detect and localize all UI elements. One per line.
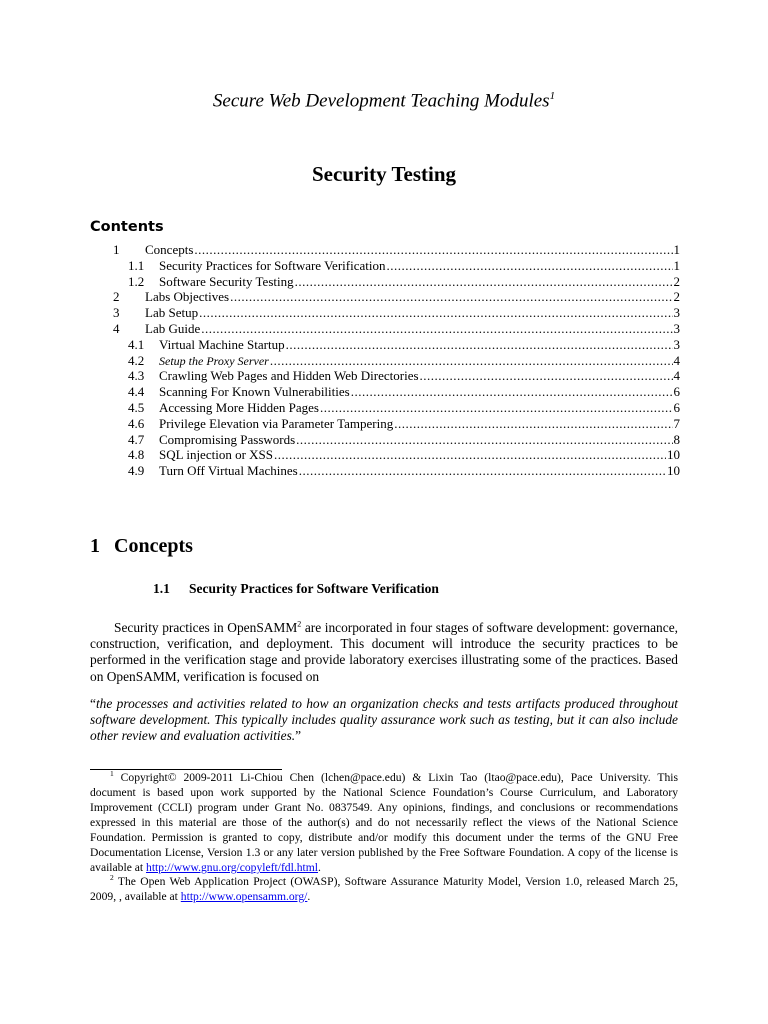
toc-entry[interactable]: [90, 274, 680, 290]
toc-entry-page: 10: [667, 447, 680, 463]
toc-leader: [274, 447, 666, 463]
toc-leader: [351, 384, 673, 400]
toc-entry-page: 10: [667, 463, 680, 479]
toc-entry-page: 2: [673, 289, 680, 305]
toc-entry-page: 1: [673, 257, 680, 273]
toc-entry-number: 4.1: [128, 336, 145, 352]
toc-entry-label: Labs Objectives: [145, 289, 230, 305]
toc-entry-label: Privilege Elevation via Parameter Tampering: [159, 415, 394, 431]
footnote-text: Copyright© 2009-2011 Li-Chiou Chen (lchen@pace.edu) & Lixin Tao (ltao@pace.edu), Pace University. This document is based upon work supported by the National Science Foundation’s Course Curriculum, and Laboratory Improvement (CCLI) program under Grant No. 0837549. Any opinions, findings, and conclusions or recommendations expressed in this material are those of the author(s) and do not necessarily reflect the views of the National Science Foundation. Permission is granted to copy, distribute and/or modify this document under the terms of the GNU Free Documentation License, Version 1.3 or any later version published by the Free Software Foundation. A copy of the license is available at: [90, 771, 678, 874]
toc-leader: [286, 337, 673, 353]
toc-leader: [299, 463, 666, 479]
toc-entry-page: 1: [673, 242, 680, 257]
toc-entry-number: 4.2: [128, 352, 145, 368]
toc-leader: [201, 321, 672, 337]
quote-close: ”: [295, 728, 302, 744]
body-paragraph: [90, 620, 678, 685]
toc-entry[interactable]: [90, 337, 680, 353]
toc-entry[interactable]: [90, 305, 680, 321]
toc-entry-number: 4.5: [128, 399, 145, 415]
contents-heading: Contents: [90, 219, 164, 235]
toc-entry-page: 6: [673, 399, 680, 415]
toc-entry[interactable]: [90, 242, 680, 258]
toc-entry-page: 4: [673, 352, 680, 368]
toc-entry-number: 4: [113, 320, 120, 336]
toc-entry-label: Lab Setup: [145, 305, 199, 321]
paragraph-text-rest: are incorporated in four stages of software development: governance, construction, verification, and deployment. This document will introduce the security practices to be performed in the verification stage and provide laboratory exercises illustrating some of the practices. Based on OpenSAMM, verification is focused on: [90, 620, 678, 684]
toc-entry[interactable]: [90, 384, 680, 400]
quote-text: the processes and activities related to how an organization checks and tests artifacts produced throughout software development. This typically includes quality assurance work such as testing, but it can also include other review and evaluation activities.: [90, 696, 678, 744]
toc-entry-number: 4.9: [128, 463, 145, 479]
toc-leader: [320, 400, 673, 416]
toc-entry-label: Virtual Machine Startup: [159, 336, 285, 352]
toc-entry[interactable]: [90, 447, 680, 463]
toc-leader: [296, 432, 672, 448]
license-link[interactable]: http://www.gnu.org/copyleft/fdl.html: [146, 861, 318, 874]
toc-entry[interactable]: [90, 432, 680, 448]
toc-entry[interactable]: [90, 258, 680, 274]
series-title-text: Secure Web Development Teaching Modules: [212, 90, 550, 112]
section-heading: [90, 535, 193, 558]
toc-entry-label: Lab Guide: [145, 320, 201, 336]
toc-leader: [394, 416, 672, 432]
footnote-mark: 2: [110, 873, 114, 883]
toc-entry[interactable]: [90, 400, 680, 416]
toc-entry-number: 1.1: [128, 257, 145, 273]
toc-entry-number: 1.2: [128, 273, 145, 289]
toc-entry-number: 4.4: [128, 384, 145, 400]
footnote-mark: 1: [110, 769, 114, 779]
series-title: [0, 90, 768, 112]
footnote-text: The Open Web Application Project (OWASP), Software Assurance Maturity Model, Version 1.0, released March 25, 2009, , available at: [90, 875, 678, 903]
toc-leader: [386, 258, 672, 274]
document-title: Security Testing: [311, 162, 457, 186]
toc-entry-number: 1: [113, 242, 120, 257]
toc-entry[interactable]: [90, 289, 680, 305]
toc-entry-number: 2: [113, 289, 120, 305]
toc-entry-page: 3: [673, 320, 680, 336]
toc-entry-page: 8: [673, 431, 680, 447]
toc-entry[interactable]: [90, 353, 680, 369]
quote-open: “: [90, 696, 96, 711]
paragraph-text-start: Security practices in OpenSAMM: [114, 620, 298, 635]
subsection-number: 1.1: [153, 581, 170, 596]
subsection-heading: [153, 581, 439, 597]
toc-leader: [199, 305, 672, 321]
toc-entry-page: 2: [673, 273, 680, 289]
footnote-end: .: [317, 861, 321, 874]
toc-entry-number: 4.3: [128, 368, 145, 384]
toc-entry-page: 6: [673, 384, 680, 400]
block-quote: [90, 696, 678, 745]
section-title: Concepts: [114, 535, 193, 557]
toc-entry-label: Security Practices for Software Verification: [159, 257, 386, 273]
toc-leader: [420, 368, 673, 384]
toc-entry-label: SQL injection or XSS: [159, 447, 273, 463]
toc-entry-label: Software Security Testing: [159, 273, 294, 289]
toc-entry-label: Crawling Web Pages and Hidden Web Directories: [159, 368, 419, 384]
toc-entry[interactable]: [90, 321, 680, 337]
toc-entry[interactable]: [90, 368, 680, 384]
toc-leader: [270, 353, 673, 369]
toc-entry-label: Concepts: [145, 242, 194, 257]
table-of-contents: [90, 242, 680, 479]
section-number: 1: [90, 535, 100, 557]
toc-leader: [295, 274, 673, 290]
toc-leader: [230, 289, 672, 305]
opensamm-link[interactable]: http://www.opensamm.org/: [180, 890, 308, 903]
toc-entry-number: 3: [113, 305, 120, 321]
toc-entry-number: 4.6: [128, 415, 145, 431]
toc-entry-number: 4.8: [128, 447, 145, 463]
footnote-ref-1: 1: [549, 90, 556, 102]
footnote-2: [90, 874, 678, 904]
toc-entry-page: 7: [673, 415, 680, 431]
footnote-1: [90, 770, 678, 875]
toc-entry-page: 4: [673, 368, 680, 384]
toc-entry-page: 3: [673, 336, 680, 352]
toc-entry[interactable]: [90, 416, 680, 432]
toc-leader: [194, 242, 672, 258]
footnote-ref-2: 2: [297, 619, 302, 629]
toc-entry[interactable]: [90, 463, 680, 479]
toc-entry-label: Compromising Passwords: [159, 431, 296, 447]
toc-entry-label: Accessing More Hidden Pages: [159, 399, 319, 415]
toc-entry-number: 4.7: [128, 431, 145, 447]
footnote-end: .: [307, 890, 311, 903]
toc-entry-page: 3: [673, 305, 680, 321]
toc-entry-label: Scanning For Known Vulnerabilities: [159, 384, 350, 400]
toc-entry-label: Setup the Proxy Server: [159, 353, 269, 368]
subsection-title: Security Practices for Software Verification: [189, 581, 439, 596]
toc-entry-label: Turn Off Virtual Machines: [159, 463, 298, 479]
